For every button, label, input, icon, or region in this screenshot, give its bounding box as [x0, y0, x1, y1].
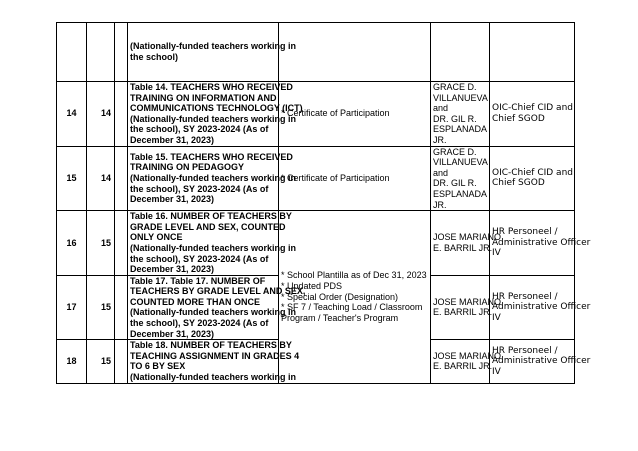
role-line: HR Personeel / — [492, 345, 558, 356]
table-subtitle-line: December 31, 2023) — [130, 264, 215, 275]
person-line: JR. — [433, 134, 447, 145]
table-title-cell — [128, 23, 297, 82]
role-cell — [490, 211, 591, 276]
table-title-line: ONLY ONCE — [130, 232, 183, 243]
documents-cell: * Certificate of Participation — [279, 146, 431, 211]
person-line: E. BARRIL JR. — [433, 307, 493, 318]
table-title-line: COMMUNICATIONS TECHNOLOGY (ICT) — [130, 103, 303, 114]
table-row — [57, 211, 575, 276]
role-line: Administrative Officer — [492, 302, 591, 313]
table-row — [57, 146, 575, 211]
table-title-cell — [128, 82, 303, 147]
blank-cell — [115, 275, 128, 340]
role-cell — [490, 82, 575, 147]
table-subtitle-line: the school), SY 2023-2024 (As of — [130, 253, 269, 264]
role-line: HR Personeel / — [492, 227, 558, 238]
table-row — [57, 23, 575, 82]
table-subtitle-line: (Nationally-funded teachers working in — [130, 242, 297, 253]
role-cell — [490, 275, 591, 340]
blank-cell — [115, 146, 128, 211]
person-cell — [431, 146, 490, 211]
row-count: 15 — [87, 275, 115, 340]
blank-cell — [115, 211, 128, 276]
table-row — [57, 82, 575, 147]
person-line: and — [433, 103, 449, 114]
table-title-line: TRAINING ON PEDAGOGY — [130, 162, 245, 173]
person-line: E. BARRIL JR. — [433, 242, 493, 253]
person-line: JOSE MARIANO — [433, 232, 502, 243]
row-number: 17 — [57, 275, 87, 340]
row-number: 18 — [57, 340, 87, 383]
role-line: IV — [492, 248, 501, 259]
role-line: Chief SGOD — [492, 178, 545, 189]
role-line: Chief SGOD — [492, 113, 545, 124]
table-subtitle-line: (Nationally-funded teachers working in — [130, 41, 297, 52]
table-title-line: Table 15. TEACHERS WHO RECEIVED — [130, 151, 293, 162]
table-subtitle-line: (Nationally-funded teachers working in — [130, 372, 297, 383]
role-line: Administrative Officer — [492, 237, 591, 248]
table-subtitle-line: (Nationally-funded teachers working in — [130, 307, 297, 318]
row-count: 14 — [87, 146, 115, 211]
person-line: VILLANUEVA — [433, 157, 488, 168]
table-subtitle-line: December 31, 2023) — [130, 134, 215, 145]
table-title-cell — [128, 275, 306, 340]
document-line: Program / Teacher's Program — [281, 312, 399, 323]
role-line: IV — [492, 366, 501, 377]
person-line: DR. GIL R. — [433, 178, 477, 189]
table-title-line: Table 14. TEACHERS WHO RECEIVED — [130, 82, 293, 92]
role-line: OIC-Chief CID and — [492, 103, 573, 114]
table-subtitle-line: the school), SY 2023-2024 (As of — [130, 124, 269, 135]
shared-documents-cell — [279, 211, 431, 384]
row-count: 14 — [87, 82, 115, 147]
document-line: * Special Order (Designation) — [281, 291, 399, 302]
person-line: ESPLANADA — [433, 188, 488, 199]
person-line: JR. — [433, 199, 447, 210]
table-title-line: Table 16. NUMBER OF TEACHERS BY — [130, 211, 292, 222]
table-title-line: GRADE LEVEL AND SEX, COUNTED — [130, 221, 286, 232]
person-line: E. BARRIL JR. — [433, 361, 493, 372]
role-line: OIC-Chief CID and — [492, 167, 573, 178]
table-subtitle-line: the school), SY 2023-2024 (As of — [130, 318, 269, 329]
table-title-line: TO 6 BY SEX — [130, 361, 186, 372]
document-table — [56, 22, 591, 384]
person-line: GRACE D. — [433, 146, 477, 157]
table-subtitle-line: December 31, 2023) — [130, 194, 215, 205]
table-title-line: Table 17. Table 17. NUMBER OF — [130, 275, 266, 286]
role-cell — [490, 340, 591, 383]
blank-cell — [115, 82, 128, 147]
table-title-cell — [128, 146, 297, 211]
table-title-line: TEACHERS BY GRADE LEVEL AND SEX, — [130, 286, 306, 297]
table-title-line: COUNTED MORE THAN ONCE — [130, 296, 260, 307]
table-subtitle-line: (Nationally-funded teachers working in — [130, 113, 297, 124]
documents-cell — [279, 23, 431, 82]
table-title-line: Table 18. NUMBER OF TEACHERS BY — [130, 340, 292, 351]
blank-cell — [115, 23, 128, 82]
role-line: HR Personeel / — [492, 291, 558, 302]
table-subtitle-line: December 31, 2023) — [130, 328, 215, 339]
person-line: JOSE MARIANO — [433, 350, 502, 361]
row-number: 16 — [57, 211, 87, 276]
row-number: 15 — [57, 146, 87, 211]
document-line: * Updated PDS — [281, 280, 343, 291]
table-subtitle-line: the school) — [130, 52, 179, 62]
table-title-line: TEACHING ASSIGNMENT IN GRADES 4 — [130, 350, 300, 361]
document-line: * SF 7 / Teaching Load / Classroom — [281, 302, 423, 313]
table-title-line: TRAINING ON INFORMATION AND — [130, 92, 277, 103]
person-line: JOSE MARIANO — [433, 296, 502, 307]
row-number: 14 — [57, 82, 87, 147]
person-cell — [431, 23, 490, 82]
role-cell — [490, 146, 575, 211]
person-line: ESPLANADA — [433, 124, 488, 135]
document-line: * School Plantilla as of Dec 31, 2023 — [281, 270, 427, 281]
table-title-cell — [128, 340, 300, 383]
person-line: GRACE D. — [433, 82, 477, 92]
row-count — [87, 23, 115, 82]
person-cell — [431, 82, 490, 147]
row-count: 15 — [87, 340, 115, 383]
blank-cell — [115, 340, 128, 383]
role-line: Administrative Officer — [492, 356, 591, 367]
table-title-cell — [128, 211, 297, 276]
documents-cell: * Certificate of Participation — [279, 82, 431, 147]
row-number — [57, 23, 87, 82]
person-line: and — [433, 167, 449, 178]
person-line: VILLANUEVA — [433, 92, 488, 103]
table-subtitle-line: (Nationally-funded teachers working in — [130, 173, 297, 184]
row-count: 15 — [87, 211, 115, 276]
person-line: DR. GIL R. — [433, 113, 477, 124]
role-line: IV — [492, 312, 501, 323]
table-subtitle-line: the school), SY 2023-2024 (As of — [130, 183, 269, 194]
role-cell — [490, 23, 575, 82]
